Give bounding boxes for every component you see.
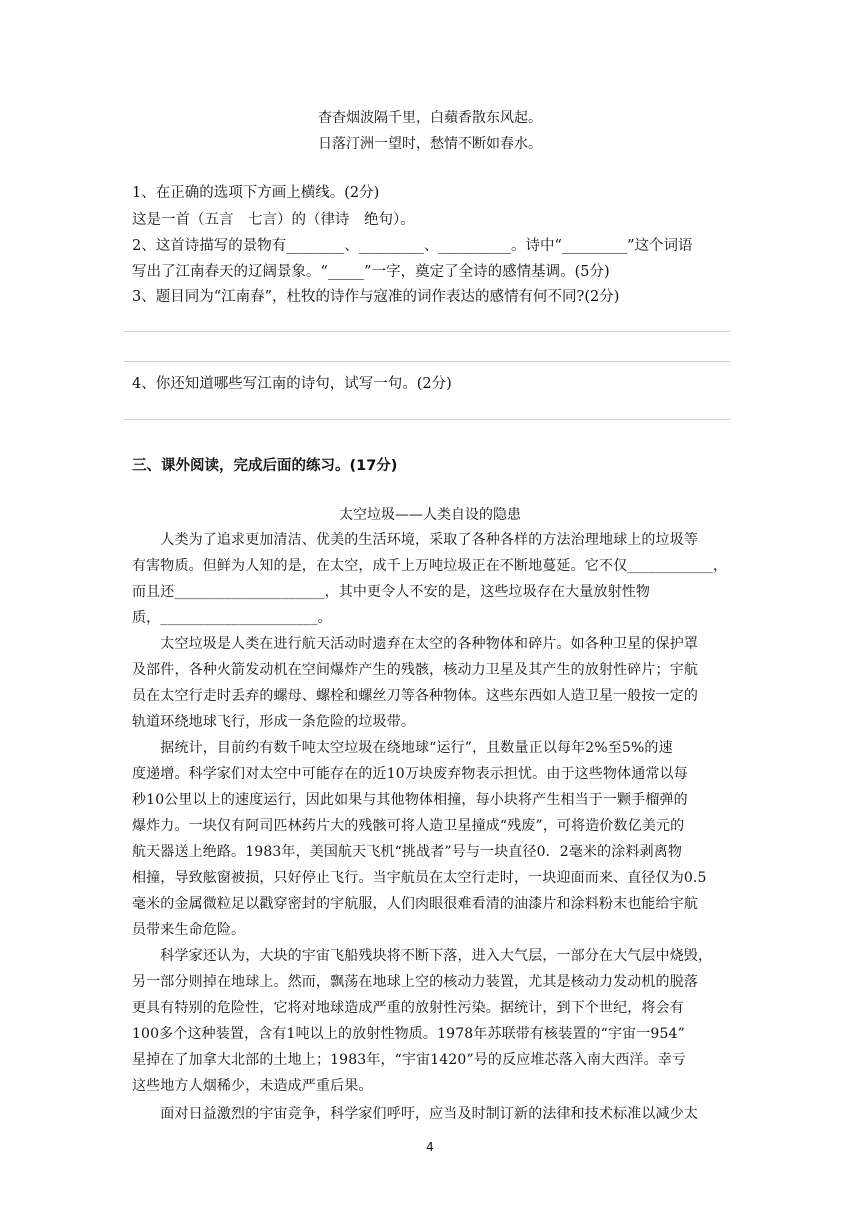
section-heading: 三、课外阅读，完成后面的练习。(17分) — [132, 458, 398, 474]
poem-line-1: 杳杳烟波隔千里，白蘋香散东风起。 — [318, 110, 542, 126]
article-line: 员带来生命危险。 — [132, 922, 246, 938]
article-line: 更具有特别的危险性，它将对地球造成严重的放射性污染。据统计，到下个世纪，将会有 — [132, 1000, 684, 1016]
page-number: 4 — [426, 1140, 434, 1154]
article-title: 太空垃圾——人类自设的隐患 — [339, 507, 521, 523]
article-line: 星掉在了加拿大北部的土地上；1983年，“宇宙1420”号的反应堆芯落入南大西洋。幸亏 — [132, 1052, 687, 1068]
question-1: 1、在正确的选项下方画上横线。(2分) — [132, 185, 380, 201]
article-line: 有害物质。但鲜为人知的是，在太空，成千上万吨垃圾正在不断地蔓延。它不仅____________， — [132, 558, 728, 574]
question-3: 3、题目同为“江南春”，杜牧的诗作与寇准的词作表达的感情有何不同?(2分) — [132, 289, 620, 305]
article-line: 员在太空行走时丢弃的螺母、螺栓和螺丝刀等各种物体。这些东西如人造卫星一般按一定的 — [132, 688, 698, 704]
article-line: 质，______________________。 — [132, 610, 332, 626]
article-line: 航天器送上绝路。1983年，美国航天飞机“挑战者”号与一块直径0．2毫米的涂料剥离物 — [132, 844, 683, 860]
article-line: 而且还_____________________，其中更令人不安的是，这些垃圾存在大量放射性物 — [132, 584, 651, 600]
article-line: 毫米的金属微粒足以戳穿密封的宇航服，人们肉眼很难看清的油漆片和涂料粉末也能给宇航 — [132, 896, 698, 912]
article-line: 相撞，导致舷窗被损，只好停止飞行。当宇航员在太空行走时，一块迎面而来、直径仅为0.5 — [132, 870, 707, 886]
article-line: 秒10公里以上的速度运行，因此如果与其他物体相撞，每小块将产生相当于一颗手榴弹的 — [132, 792, 688, 808]
article-line: 度递增。科学家们对太空中可能存在的近10万块废弃物表示担忧。由于这些物体通常以每 — [132, 766, 688, 782]
question-2-line-2: 写出了江南春天的辽阔景象。“_____”一字，奠定了全诗的感情基调。(5分) — [132, 264, 610, 280]
answer-line — [124, 361, 730, 362]
article-line: 面对日益激烈的宇宙竞争，科学家们呼吁，应当及时制订新的法律和技术标准以减少太 — [132, 1106, 698, 1122]
article-line: 据统计，目前约有数千吨太空垃圾在绕地球“运行”，且数量正以每年2%至5%的速 — [132, 740, 673, 756]
article-line: 100多个这种装置，含有1吨以上的放射性物质。1978年苏联带有核装置的“宇宙一954” — [132, 1026, 685, 1042]
article-line: 太空垃圾是人类在进行航天活动时遗弃在太空的各种物体和碎片。如各种卫星的保护罩 — [132, 636, 698, 652]
article-line: 及部件，各种火箭发动机在空间爆炸产生的残骸，核动力卫星及其产生的放射性碎片；宇航 — [132, 662, 698, 678]
article-line: 人类为了追求更加清洁、优美的生活环境，采取了各种各样的方法治理地球上的垃圾等 — [132, 532, 698, 548]
question-2-line-1: 2、这首诗描写的景物有________、_________、__________。诗中“_________”这个词语 — [132, 238, 693, 254]
article-line: 另一部分则掉在地球上。然而，飘荡在地球上空的核动力装置，尤其是核动力发动机的脱落 — [132, 974, 698, 990]
article-line: 这些地方人烟稀少，未造成严重后果。 — [132, 1078, 373, 1094]
poem-line-2: 日落汀洲一望时，愁情不断如春水。 — [318, 136, 542, 152]
answer-line — [124, 419, 730, 420]
answer-line — [124, 331, 730, 332]
article-line: 爆炸力。一块仅有阿司匹林药片大的残骸可将人造卫星撞成“残废”，可将造价数亿美元的 — [132, 818, 685, 834]
question-4: 4、你还知道哪些写江南的诗句，试写一句。(2分) — [132, 376, 452, 392]
article-line: 科学家还认为，大块的宇宙飞船残块将不断下落，进入大气层，一部分在大气层中烧毁， — [132, 948, 713, 964]
article-line: 轨道环绕地球飞行，形成一条危险的垃圾带。 — [132, 714, 415, 730]
question-1-options: 这是一首（五言 七言）的（律诗 绝句）。 — [132, 212, 415, 228]
